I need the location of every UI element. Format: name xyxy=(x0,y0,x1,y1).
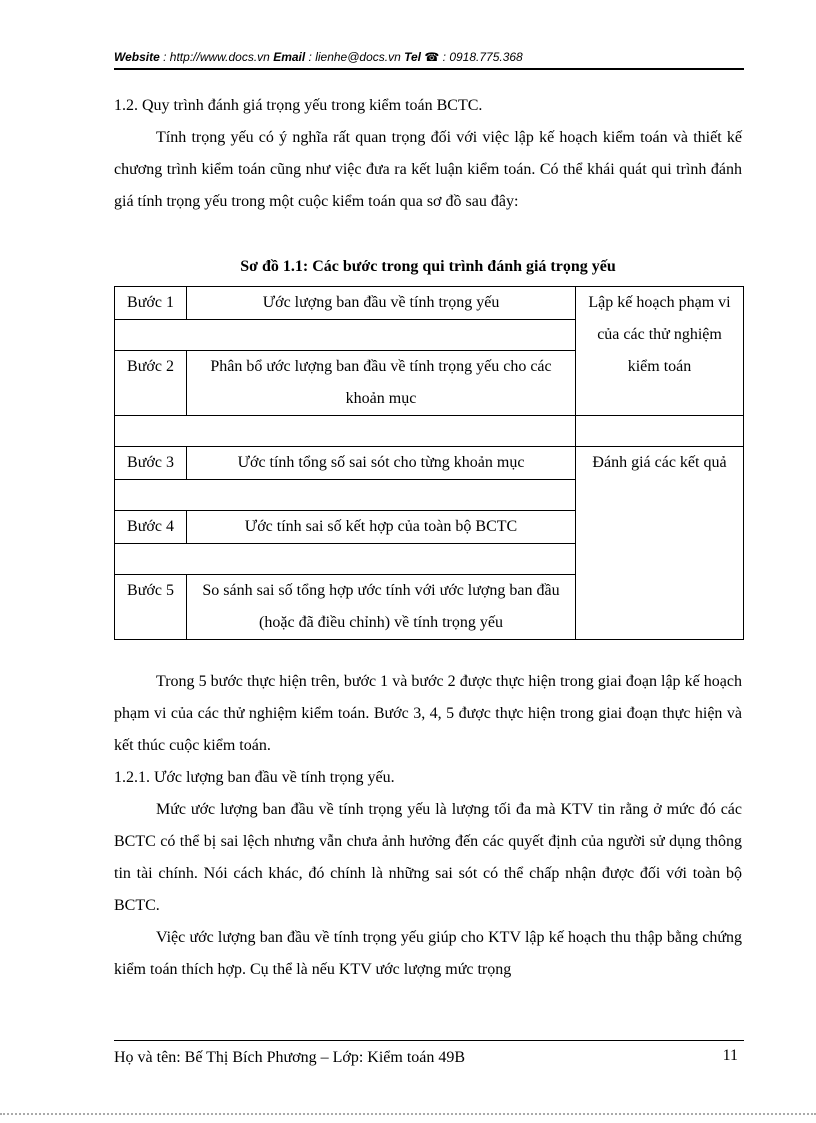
planning-label: Lập kế hoạch phạm vi của các thử nghiệm kiểm toán xyxy=(576,287,744,416)
step-5-label: Bước 5 xyxy=(115,575,187,640)
section-heading: 1.2. Quy trình đánh giá trọng yếu trong kiểm toán BCTC. xyxy=(114,97,483,114)
tel-value: : 0918.775.368 xyxy=(439,50,523,64)
step-2-text: Phân bổ ước lượng ban đầu về tính trọng yếu cho các khoản mục xyxy=(187,351,576,416)
page-number: 11 xyxy=(722,1047,738,1064)
step-1-label: Bước 1 xyxy=(115,287,187,320)
step-4-label: Bước 4 xyxy=(115,511,187,544)
step-3-label: Bước 3 xyxy=(115,447,187,480)
website-label: Website xyxy=(114,50,160,64)
phone-icon: ☎ xyxy=(424,50,440,64)
page-bottom-divider xyxy=(0,1113,816,1115)
step-1-text: Ước lượng ban đầu về tính trọng yếu xyxy=(187,287,576,320)
page-footer xyxy=(114,1040,744,1067)
diagram-title: Sơ đồ 1.1: Các bước trong qui trình đánh giá trọng yếu xyxy=(240,258,616,275)
step-4-text: Ước tính sai số kết hợp của toàn bộ BCTC xyxy=(187,511,576,544)
paragraph-after-diagram: Trong 5 bước thực hiện trên, bước 1 và bước 2 được thực hiện trong giai đoạn lập kế hoạch phạm vi của các thử nghiệm kiểm toán. Bước 3, 4, 5 được thực hiện trong giai đoạn thực hiện và kết thúc cuộc kiểm toán. xyxy=(114,673,742,754)
subsection-heading: 1.2.1. Ước lượng ban đầu về tính trọng yếu. xyxy=(114,769,395,786)
spacer-row xyxy=(115,480,576,511)
spacer-row xyxy=(115,544,576,575)
step-3-text: Ước tính tổng số sai sót cho từng khoản mục xyxy=(187,447,576,480)
step-5-text: So sánh sai số tổng hợp ước tính với ước lượng ban đầu (hoặc đã điều chỉnh) về tính trọng yếu xyxy=(187,575,576,640)
closing-paragraph: Việc ước lượng ban đầu về tính trọng yếu giúp cho KTV lập kế hoạch thu thập bằng chứng kiểm toán thích hợp. Cụ thể là nếu KTV ước lượng mức trọng xyxy=(114,929,742,978)
step-2-label: Bước 2 xyxy=(115,351,187,416)
spacer-row xyxy=(115,320,576,351)
materiality-paragraph: Mức ước lượng ban đầu về tính trọng yếu là lượng tối đa mà KTV tin rằng ở mức đó các BCTC có thể bị sai lệch nhưng vẫn chưa ảnh hưởng đến các quyết định của người sử dụng thông tin tài chính. Nói cách khác, đó chính là những sai sót có thể chấp nhận được đối với toàn bộ BCTC. xyxy=(114,801,742,914)
intro-paragraph: Tính trọng yếu có ý nghĩa rất quan trọng đối với việc lập kế hoạch kiểm toán và thiết kế chương trình kiểm toán cũng như việc đưa ra kết luận kiểm toán. Có thể khái quát qui trình đánh giá tính trọng yếu trong một cuộc kiểm toán qua sơ đồ sau đây: xyxy=(114,129,742,210)
evaluation-label: Đánh giá các kết quả xyxy=(576,447,744,640)
website-value[interactable]: : http://www.docs.vn xyxy=(159,50,274,64)
tel-label: Tel xyxy=(404,50,422,64)
materiality-steps-diagram xyxy=(114,286,744,640)
email-value[interactable]: : lienhe@docs.vn xyxy=(305,50,405,64)
email-label: Email xyxy=(273,50,306,64)
page-header xyxy=(114,46,744,70)
spacer-row xyxy=(115,416,576,447)
spacer-cell xyxy=(576,416,744,447)
footer-author: Họ và tên: Bế Thị Bích Phương – Lớp: Kiểm toán 49B xyxy=(114,1049,466,1066)
